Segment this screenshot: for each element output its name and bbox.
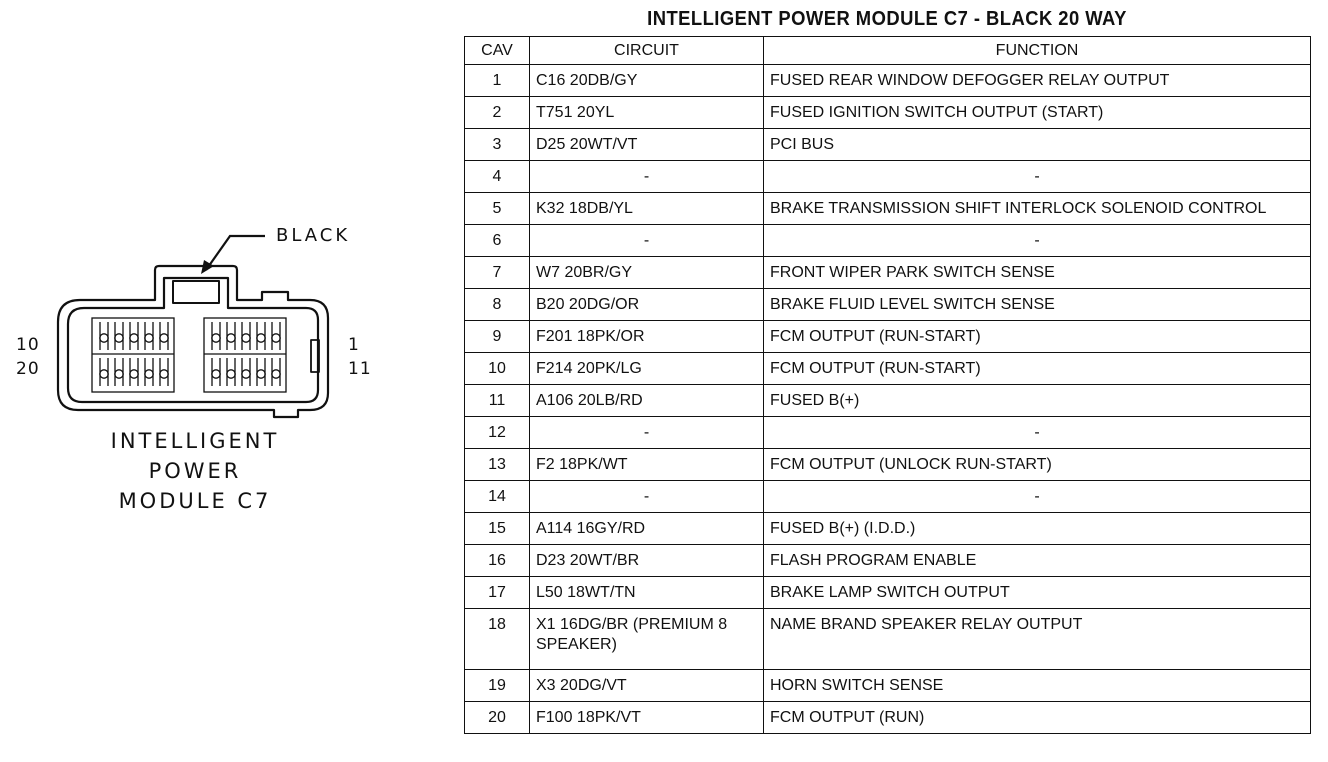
cav-cell bbox=[465, 545, 530, 577]
terminal-pin bbox=[100, 370, 108, 378]
table-row bbox=[465, 513, 1311, 545]
function-cell-text: FUSED B(+) bbox=[770, 391, 860, 409]
cav-cell bbox=[465, 257, 530, 289]
function-cell bbox=[764, 321, 1311, 353]
cav-cell-text: 3 bbox=[492, 135, 502, 153]
table-title: INTELLIGENT POWER MODULE C7 - BLACK 20 WAY bbox=[647, 8, 1127, 30]
cav-cell-text: 20 bbox=[488, 708, 506, 726]
pin-number-right-top: 1 bbox=[348, 335, 360, 355]
circuit-cell-text: L50 18WT/TN bbox=[536, 583, 636, 601]
table-row bbox=[465, 670, 1311, 702]
function-cell bbox=[764, 225, 1311, 257]
cav-cell-text: 14 bbox=[488, 487, 506, 505]
table-row bbox=[465, 97, 1311, 129]
cav-cell-text: 16 bbox=[488, 551, 506, 569]
function-cell bbox=[764, 702, 1311, 734]
terminal-pin bbox=[272, 370, 280, 378]
connector-latch bbox=[173, 281, 219, 303]
pin-number-left-top: 10 bbox=[16, 335, 40, 355]
terminal-block bbox=[92, 318, 174, 392]
circuit-cell-text: W7 20BR/GY bbox=[536, 263, 633, 281]
function-cell bbox=[764, 513, 1311, 545]
circuit-cell-text: - bbox=[643, 423, 650, 441]
terminal-pin bbox=[257, 334, 265, 342]
function-cell bbox=[764, 545, 1311, 577]
header-function: FUNCTION bbox=[764, 37, 1311, 65]
function-cell-text: HORN SWITCH SENSE bbox=[770, 676, 944, 694]
function-cell bbox=[764, 257, 1311, 289]
pinout-table bbox=[464, 36, 1311, 734]
cav-cell-text: 1 bbox=[492, 71, 502, 89]
function-cell-text: FLASH PROGRAM ENABLE bbox=[770, 551, 977, 569]
cav-cell bbox=[465, 129, 530, 161]
terminal-pin bbox=[145, 334, 153, 342]
terminal-pin bbox=[160, 370, 168, 378]
cav-cell bbox=[465, 225, 530, 257]
cav-cell-text: 8 bbox=[492, 295, 502, 313]
terminal-pin bbox=[160, 334, 168, 342]
pin-number-right-bottom: 11 bbox=[348, 359, 372, 379]
function-cell-text: BRAKE FLUID LEVEL SWITCH SENSE bbox=[770, 295, 1055, 313]
function-cell-text: FCM OUTPUT (UNLOCK RUN-START) bbox=[770, 455, 1052, 473]
terminal-pin bbox=[227, 334, 235, 342]
circuit-cell bbox=[530, 321, 764, 353]
circuit-cell-text: D25 20WT/VT bbox=[536, 135, 638, 153]
cav-cell bbox=[465, 161, 530, 193]
circuit-cell-text: - bbox=[643, 231, 650, 249]
terminal-pin bbox=[242, 334, 250, 342]
table-row bbox=[465, 225, 1311, 257]
terminal-pin bbox=[227, 370, 235, 378]
cav-cell-text: 7 bbox=[492, 263, 502, 281]
circuit-cell bbox=[530, 385, 764, 417]
cav-cell bbox=[465, 289, 530, 321]
function-cell bbox=[764, 417, 1311, 449]
header-circuit: CIRCUIT bbox=[530, 37, 764, 65]
module-name-line: POWER bbox=[148, 459, 242, 483]
cav-cell bbox=[465, 513, 530, 545]
table-row bbox=[465, 609, 1311, 670]
function-cell bbox=[764, 385, 1311, 417]
circuit-cell bbox=[530, 353, 764, 385]
cav-cell bbox=[465, 481, 530, 513]
function-cell bbox=[764, 577, 1311, 609]
circuit-cell bbox=[530, 97, 764, 129]
circuit-cell bbox=[530, 577, 764, 609]
table-row bbox=[465, 321, 1311, 353]
cav-cell bbox=[465, 353, 530, 385]
connector-drawing bbox=[0, 0, 460, 762]
connector-color-label: BLACK bbox=[276, 225, 351, 246]
cav-cell-text: 4 bbox=[492, 167, 502, 185]
terminal-pin bbox=[130, 370, 138, 378]
function-cell bbox=[764, 193, 1311, 225]
function-cell bbox=[764, 670, 1311, 702]
module-name-line: MODULE C7 bbox=[118, 489, 272, 513]
function-cell-text: - bbox=[1034, 487, 1040, 505]
function-cell-text: FUSED B(+) (I.D.D.) bbox=[770, 519, 916, 537]
table-row bbox=[465, 257, 1311, 289]
circuit-cell-text: A114 16GY/RD bbox=[536, 519, 646, 537]
function-cell-text: FCM OUTPUT (RUN-START) bbox=[770, 327, 981, 345]
function-cell-text: FCM OUTPUT (RUN) bbox=[770, 708, 925, 726]
table-row bbox=[465, 385, 1311, 417]
function-cell-text: BRAKE LAMP SWITCH OUTPUT bbox=[770, 583, 1010, 601]
circuit-cell bbox=[530, 545, 764, 577]
function-cell-text: BRAKE TRANSMISSION SHIFT INTERLOCK SOLENOID CONTROL bbox=[770, 199, 1267, 217]
circuit-cell-text: X1 16DG/BR (PREMIUM 8 SPEAKER) bbox=[536, 616, 728, 653]
function-cell-text: - bbox=[1034, 167, 1040, 185]
circuit-cell-text: T751 20YL bbox=[536, 103, 615, 121]
connector-diagram bbox=[0, 0, 460, 762]
function-cell bbox=[764, 65, 1311, 97]
circuit-cell bbox=[530, 129, 764, 161]
circuit-cell bbox=[530, 449, 764, 481]
cav-cell-text: 18 bbox=[488, 616, 506, 633]
cav-cell bbox=[465, 321, 530, 353]
terminal-pin bbox=[100, 334, 108, 342]
function-cell bbox=[764, 449, 1311, 481]
circuit-cell-text: A106 20LB/RD bbox=[536, 391, 643, 409]
circuit-cell-text: F2 18PK/WT bbox=[536, 455, 628, 473]
function-cell bbox=[764, 353, 1311, 385]
circuit-cell-text: F201 18PK/OR bbox=[536, 327, 645, 345]
cav-cell bbox=[465, 577, 530, 609]
cav-cell bbox=[465, 385, 530, 417]
cav-cell bbox=[465, 65, 530, 97]
table-row bbox=[465, 417, 1311, 449]
cav-cell-text: 15 bbox=[488, 519, 506, 537]
function-cell bbox=[764, 289, 1311, 321]
circuit-cell-text: F100 18PK/VT bbox=[536, 708, 641, 726]
terminal-pin bbox=[257, 370, 265, 378]
cav-cell-text: 9 bbox=[492, 327, 502, 345]
header-cav: CAV bbox=[465, 37, 530, 65]
circuit-cell-text: - bbox=[643, 487, 650, 505]
module-name bbox=[100, 426, 290, 516]
terminal-pin bbox=[130, 334, 138, 342]
terminal-block bbox=[204, 318, 286, 392]
function-cell bbox=[764, 481, 1311, 513]
terminal-pin bbox=[242, 370, 250, 378]
terminal-pin bbox=[272, 334, 280, 342]
function-cell-text: PCI BUS bbox=[770, 135, 835, 153]
terminal-pin bbox=[115, 370, 123, 378]
cav-cell-text: 5 bbox=[492, 199, 502, 217]
function-cell-text: - bbox=[1034, 423, 1040, 441]
table-row bbox=[465, 481, 1311, 513]
circuit-cell bbox=[530, 609, 764, 670]
circuit-cell bbox=[530, 481, 764, 513]
cav-cell bbox=[465, 609, 530, 670]
cav-cell-text: 13 bbox=[488, 455, 506, 473]
circuit-cell-text: C16 20DB/GY bbox=[536, 71, 638, 89]
table-row bbox=[465, 545, 1311, 577]
circuit-cell bbox=[530, 65, 764, 97]
circuit-cell bbox=[530, 161, 764, 193]
circuit-cell-text: - bbox=[643, 167, 650, 185]
cav-cell bbox=[465, 97, 530, 129]
table-row bbox=[465, 449, 1311, 481]
cav-cell-text: 19 bbox=[488, 676, 506, 694]
circuit-cell-text: B20 20DG/OR bbox=[536, 295, 640, 313]
circuit-cell bbox=[530, 513, 764, 545]
cav-cell bbox=[465, 449, 530, 481]
function-cell-text: FCM OUTPUT (RUN-START) bbox=[770, 359, 981, 377]
cav-cell bbox=[465, 193, 530, 225]
circuit-cell bbox=[530, 417, 764, 449]
table-row bbox=[465, 193, 1311, 225]
circuit-cell-text: D23 20WT/BR bbox=[536, 551, 640, 569]
circuit-cell bbox=[530, 225, 764, 257]
cav-cell bbox=[465, 670, 530, 702]
function-cell-text: - bbox=[1034, 231, 1040, 249]
cav-cell-text: 11 bbox=[488, 391, 506, 409]
cav-cell-text: 6 bbox=[492, 231, 502, 249]
cav-cell-text: 2 bbox=[492, 103, 502, 121]
circuit-cell bbox=[530, 257, 764, 289]
table-row bbox=[465, 353, 1311, 385]
table-row bbox=[465, 289, 1311, 321]
function-cell-text: FRONT WIPER PARK SWITCH SENSE bbox=[770, 263, 1055, 281]
module-name-line: INTELLIGENT bbox=[110, 429, 280, 453]
function-cell bbox=[764, 97, 1311, 129]
circuit-cell bbox=[530, 289, 764, 321]
table-row bbox=[465, 161, 1311, 193]
terminal-pin bbox=[212, 334, 220, 342]
connector-housing-outline bbox=[58, 266, 328, 417]
table-row bbox=[465, 577, 1311, 609]
circuit-cell-text: F214 20PK/LG bbox=[536, 359, 642, 377]
function-cell bbox=[764, 161, 1311, 193]
function-cell bbox=[764, 609, 1311, 670]
table-row bbox=[465, 702, 1311, 734]
circuit-cell bbox=[530, 193, 764, 225]
function-cell-text: FUSED IGNITION SWITCH OUTPUT (START) bbox=[770, 103, 1104, 121]
function-cell-text: NAME BRAND SPEAKER RELAY OUTPUT bbox=[770, 616, 1083, 633]
table-header-row bbox=[465, 37, 1311, 65]
table-row bbox=[465, 65, 1311, 97]
cav-cell-text: 17 bbox=[488, 583, 506, 601]
circuit-cell-text: K32 18DB/YL bbox=[536, 199, 633, 217]
function-cell-text: FUSED REAR WINDOW DEFOGGER RELAY OUTPUT bbox=[770, 71, 1170, 89]
circuit-cell bbox=[530, 670, 764, 702]
terminal-pin bbox=[115, 334, 123, 342]
terminal-pin bbox=[145, 370, 153, 378]
terminal-pin bbox=[212, 370, 220, 378]
cav-cell bbox=[465, 702, 530, 734]
circuit-cell-text: X3 20DG/VT bbox=[536, 676, 627, 694]
function-cell bbox=[764, 129, 1311, 161]
cav-cell bbox=[465, 417, 530, 449]
cav-cell-text: 12 bbox=[488, 423, 506, 441]
cav-cell-text: 10 bbox=[488, 359, 506, 377]
pin-number-left-bottom: 20 bbox=[16, 359, 40, 379]
table-body bbox=[465, 65, 1311, 734]
table-row bbox=[465, 129, 1311, 161]
circuit-cell bbox=[530, 702, 764, 734]
